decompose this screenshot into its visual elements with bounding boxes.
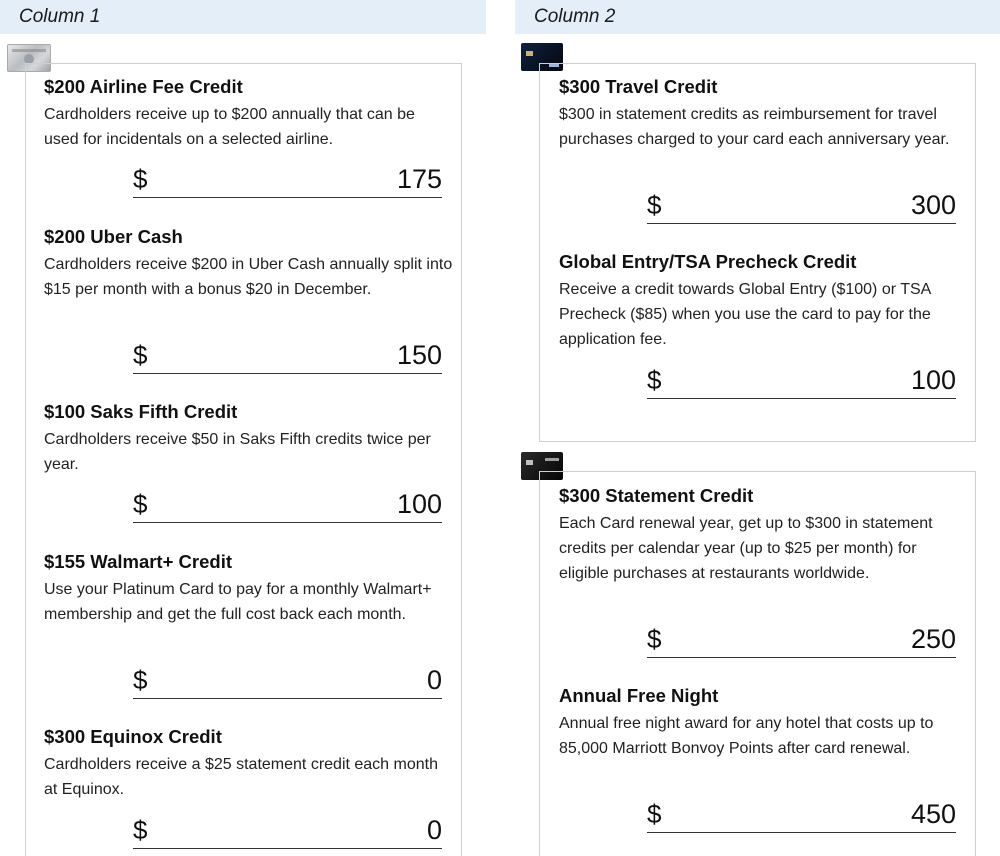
currency-symbol: $ bbox=[133, 815, 148, 845]
benefit-walmart-plus-credit bbox=[44, 551, 454, 627]
amount-value[interactable]: 175 bbox=[396, 164, 442, 194]
benefit-description: Receive a credit towards Global Entry ($100) or TSA Precheck ($85) when you use the card to pay for the application fee. bbox=[559, 281, 931, 348]
currency-symbol: $ bbox=[647, 799, 662, 829]
column-2-header bbox=[515, 0, 1000, 34]
benefit-amount-field[interactable] bbox=[647, 797, 956, 833]
benefit-title: $300 Equinox Credit bbox=[44, 726, 222, 747]
benefit-amount-field[interactable] bbox=[133, 338, 442, 374]
benefit-saks-fifth-credit bbox=[44, 401, 454, 477]
benefit-amount-field[interactable] bbox=[133, 162, 442, 198]
benefit-title: Annual Free Night bbox=[559, 685, 719, 706]
benefit-uber-cash bbox=[44, 226, 454, 302]
benefit-annual-free-night bbox=[559, 685, 969, 761]
benefit-amount-field[interactable] bbox=[647, 622, 956, 658]
benefit-amount-field[interactable] bbox=[133, 487, 442, 523]
benefit-description: Cardholders receive $200 in Uber Cash annually split into $15 per month with a bonus $20 in December. bbox=[44, 256, 453, 298]
benefit-amount-field[interactable] bbox=[133, 663, 442, 699]
benefit-description: Use your Platinum Card to pay for a monthly Walmart+ membership and get the full cost back each month. bbox=[44, 581, 432, 623]
benefit-statement-credit bbox=[559, 485, 969, 586]
benefit-description: Cardholders receive up to $200 annually that can be used for incidentals on a selected airline. bbox=[44, 106, 415, 148]
benefit-title: Global Entry/TSA Precheck Credit bbox=[559, 251, 857, 272]
amount-value[interactable]: 300 bbox=[910, 190, 956, 220]
benefit-airline-fee-credit bbox=[44, 76, 454, 152]
benefit-title: $100 Saks Fifth Credit bbox=[44, 401, 238, 422]
benefit-title: $200 Airline Fee Credit bbox=[44, 76, 243, 97]
currency-symbol: $ bbox=[133, 665, 148, 695]
benefit-description: Annual free night award for any hotel that costs up to 85,000 Marriott Bonvoy Points after card renewal. bbox=[559, 715, 934, 757]
benefit-amount-field[interactable] bbox=[133, 813, 442, 849]
benefit-description: Each Card renewal year, get up to $300 in statement credits per calendar year (up to $25 per month) for eligible purchases at restaurants worldwide. bbox=[559, 515, 933, 582]
column-1-label: Column 1 bbox=[19, 6, 101, 27]
currency-symbol: $ bbox=[647, 365, 662, 395]
amount-value[interactable]: 100 bbox=[396, 489, 442, 519]
column-1-header bbox=[0, 0, 486, 34]
benefit-title: $155 Walmart+ Credit bbox=[44, 551, 232, 572]
amount-value[interactable]: 100 bbox=[910, 365, 956, 395]
benefit-description: Cardholders receive $50 in Saks Fifth credits twice per year. bbox=[44, 431, 431, 473]
benefit-description: $300 in statement credits as reimbursement for travel purchases charged to your card each anniversary year. bbox=[559, 106, 950, 148]
amount-value[interactable]: 0 bbox=[426, 665, 442, 695]
benefit-title: $300 Statement Credit bbox=[559, 485, 754, 506]
benefit-global-entry-tsa-credit bbox=[559, 251, 969, 352]
currency-symbol: $ bbox=[133, 489, 148, 519]
benefit-amount-field[interactable] bbox=[647, 363, 956, 399]
amount-value[interactable]: 0 bbox=[426, 815, 442, 845]
amount-value[interactable]: 450 bbox=[910, 799, 956, 829]
column-2-label: Column 2 bbox=[534, 6, 616, 27]
benefit-title: $300 Travel Credit bbox=[559, 76, 718, 97]
benefit-travel-credit bbox=[559, 76, 969, 152]
benefit-equinox-credit bbox=[44, 726, 454, 802]
benefit-description: Cardholders receive a $25 statement credit each month at Equinox. bbox=[44, 756, 438, 798]
amount-value[interactable]: 250 bbox=[910, 624, 956, 654]
benefit-title: $200 Uber Cash bbox=[44, 226, 183, 247]
currency-symbol: $ bbox=[133, 340, 148, 370]
benefit-amount-field[interactable] bbox=[647, 188, 956, 224]
currency-symbol: $ bbox=[647, 624, 662, 654]
currency-symbol: $ bbox=[133, 164, 148, 194]
currency-symbol: $ bbox=[647, 190, 662, 220]
amount-value[interactable]: 150 bbox=[396, 340, 442, 370]
